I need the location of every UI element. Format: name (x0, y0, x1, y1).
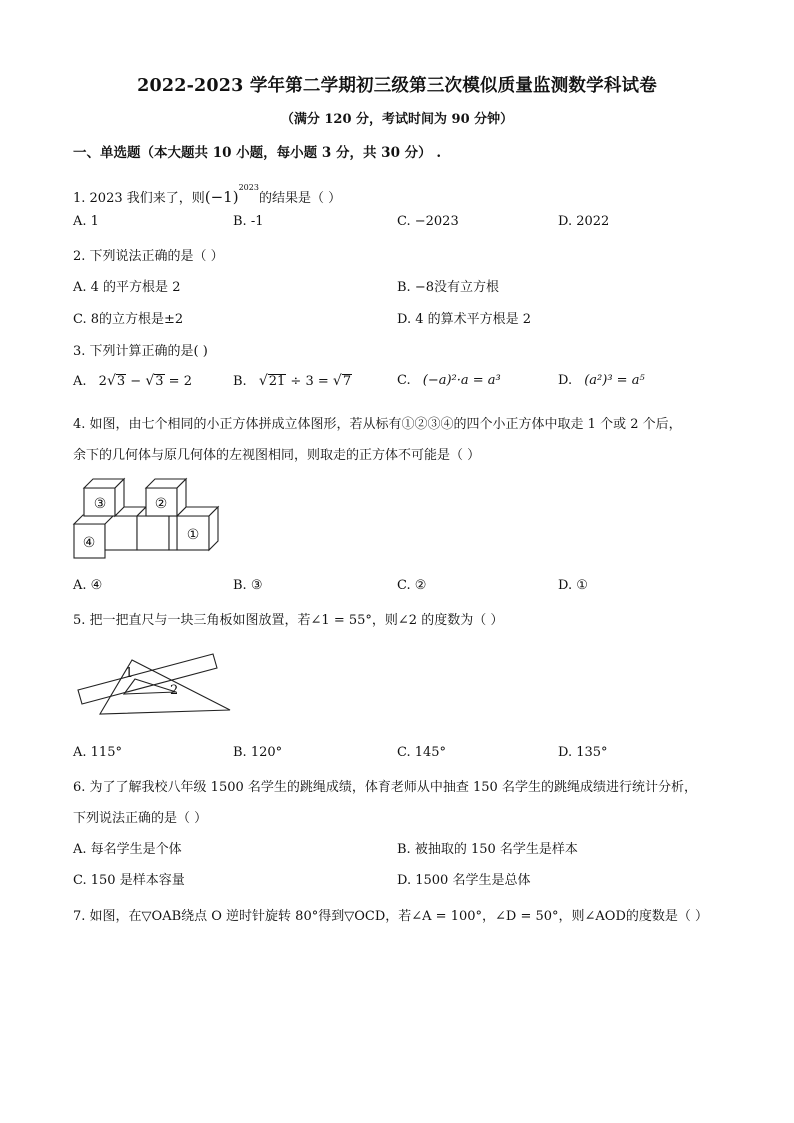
q5-option-b[interactable]: B. 120° (233, 745, 283, 760)
sqrt-sign-icon: √ (332, 373, 342, 389)
question-3-stem: 3. 下列计算正确的是( ) (73, 344, 208, 359)
question-2-stem: 2. 下列说法正确的是（ ） (73, 249, 224, 264)
angle-label-1: 1 (125, 666, 134, 681)
cube-label-4: ④ (82, 535, 96, 551)
q2-option-d[interactable]: D. 4 的算术平方根是 2 (397, 312, 532, 327)
q1-expr-exp: 2023 (238, 183, 259, 192)
q3-label-c: C. (397, 373, 411, 388)
q1-prefix: 1. 2023 我们来了，则 (73, 191, 205, 206)
gap-filler (169, 516, 177, 550)
q3-b-radicand-2: 7 (342, 374, 352, 389)
exam-title: 2022-2023 学年第二学期初三级第三次模似质量监测数学科试卷 (137, 76, 657, 96)
q3-label-d: D. (558, 373, 573, 388)
q3-option-c[interactable] (397, 373, 501, 388)
q6-option-d[interactable]: D. 1500 名学生是总体 (397, 873, 531, 888)
q2-option-b[interactable]: B. −8没有立方根 (397, 280, 499, 295)
q1-option-a[interactable]: A. 1 (73, 214, 99, 229)
q1-expr-base: (−1) (204, 188, 239, 206)
question-5-stem: 5. 把一把直尺与一块三角板如图放置，若∠1 = 55°，则∠2 的度数为（ ） (73, 613, 504, 628)
q3-a-radicand-1: 3 (116, 374, 126, 389)
triangle-outer (100, 660, 230, 714)
q4-option-d[interactable]: D. ① (558, 578, 588, 593)
cube-bottom-2-front (105, 516, 137, 550)
sqrt-sign-icon: √ (258, 373, 268, 389)
q3-b-middle: ÷ 3 = (286, 374, 333, 389)
q1-option-d[interactable]: D. 2022 (558, 214, 610, 229)
exam-subtitle: （满分 120 分，考试时间为 90 分钟） (280, 112, 514, 127)
cube-label-3: ③ (93, 496, 107, 512)
question-6-stem-line-2: 下列说法正确的是（ ） (73, 811, 208, 826)
q4-option-c[interactable]: C. ② (397, 578, 427, 593)
q3-option-b[interactable] (233, 373, 352, 389)
q3-label-b: B. (233, 374, 247, 389)
q3-option-a[interactable] (73, 373, 192, 389)
angle-label-2: 2 (170, 683, 179, 698)
q6-option-b[interactable]: B. 被抽取的 150 名学生是样本 (397, 842, 578, 857)
cube-bottom-3-front (137, 516, 169, 550)
sqrt-sign-icon: √ (145, 373, 155, 389)
q1-option-c[interactable]: C. −2023 (397, 214, 459, 229)
q5-option-d[interactable]: D. 135° (558, 745, 608, 760)
q2-option-a[interactable]: A. 4 的平方根是 2 (73, 280, 181, 295)
q1-suffix: 的结果是（ ） (258, 191, 342, 206)
q3-a-radicand-2: 3 (155, 374, 164, 389)
q5-option-c[interactable]: C. 145° (397, 745, 447, 760)
question-6-stem-line-1: 6. 为了了解我校八年级 1500 名学生的跳绳成绩，体育老师从中抽查 150 名学生的跳绳成绩进行统计分析， (73, 780, 697, 795)
cube-figure (70, 472, 230, 567)
q4-option-a[interactable]: A. ④ (73, 578, 103, 593)
q3-a-result: = 2 (164, 374, 192, 389)
q3-label-a: A. (73, 374, 87, 389)
ruler-shape (78, 654, 217, 704)
q3-b-radicand-1: 21 (268, 374, 286, 389)
q1-expression (204, 183, 259, 206)
q6-option-a[interactable]: A. 每名学生是个体 (73, 842, 182, 857)
q3-c-expression: (−a)²·a = a³ (422, 373, 501, 388)
section-heading: 一、单选题（本大题共 10 小题，每小题 3 分，共 30 分） . (73, 145, 442, 161)
q1-option-b[interactable]: B. -1 (233, 214, 264, 229)
q3-a-coef: 2 (98, 374, 107, 389)
q6-option-c[interactable]: C. 150 是样本容量 (73, 873, 185, 888)
question-4-stem-line-1: 4. 如图，由七个相同的小正方体拼成立体图形，若从标有①②③④的四个小正方体中取走 1 个或 2 个后， (73, 417, 682, 432)
question-7-stem: 7. 如图，在▽OAB绕点 O 逆时针旋转 80°得到▽OCD，若∠A = 100°，∠D = 50°，则∠AOD的度数是（ ） (73, 909, 709, 924)
sqrt-sign-icon: √ (106, 373, 116, 389)
cube-label-1: ① (186, 527, 200, 543)
question-4-stem-line-2: 余下的几何体与原几何体的左视图相同，则取走的正方体不可能是（ ） (73, 448, 481, 463)
q3-option-d[interactable] (558, 373, 645, 388)
q2-option-c[interactable]: C. 8的立方根是±2 (73, 312, 184, 327)
q4-option-b[interactable]: B. ③ (233, 578, 263, 593)
q3-a-minus: − (126, 374, 146, 389)
q3-d-expression: (a²)³ = a⁵ (584, 373, 645, 388)
ruler-triangle-figure (74, 648, 239, 718)
cube-label-2: ② (154, 496, 168, 512)
question-1-stem (73, 183, 342, 206)
q5-option-a[interactable]: A. 115° (73, 745, 122, 760)
